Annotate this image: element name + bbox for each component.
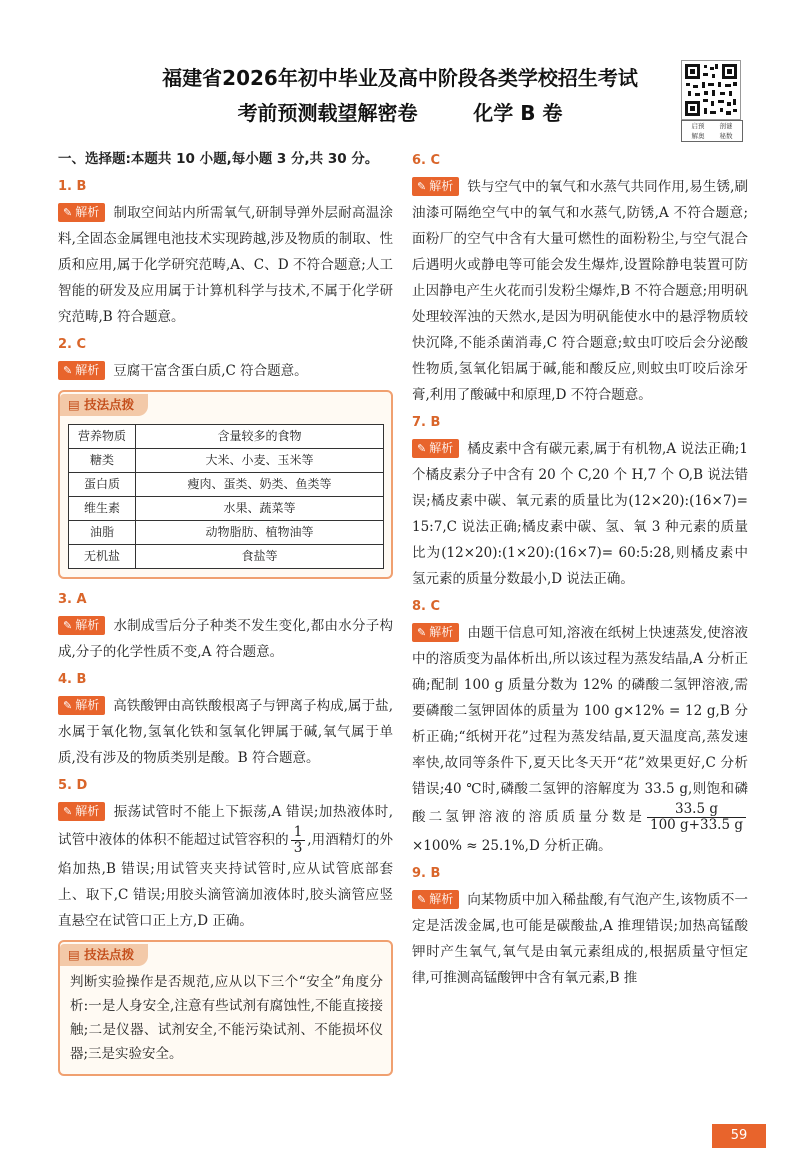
- answer-number: 3. A: [58, 592, 87, 607]
- table-cell: 大米、小麦、玉米等: [136, 449, 384, 473]
- pen-icon: ✎: [417, 442, 427, 455]
- nutrition-table: [68, 424, 384, 569]
- explanation: ✎ 解析 铁与空气中的氧气和水蒸气共同作用,易生锈,刷油漆可隔绝空气中的氧气和水蒸气,防锈,A 不符合题意;面粉厂的空气中含有大量可燃性的面粉粉尘,与空气混合后遇明火或静电等可能会发生爆炸,设置除静电装置可防止因静电产生火花而引发粉尘爆炸,B 不符合题意;用明矾处理较浑浊的天然水,是因为明矾能使水中的悬浮物质较快沉降,不能杀菌消毒,C 符合题意;蚊虫叮咬后会分泌酸性物质,氢氧化铝属于碱,能和酸反应,则蚊虫叮咬后涂牙膏,利用了酸碱中和原理,D 不符合题意。: [412, 179, 748, 403]
- qr-caption: 启预 剖谜 解奥 秘数: [681, 120, 743, 142]
- pen-icon: ✎: [63, 619, 73, 632]
- answer-number: 4. B: [58, 672, 87, 687]
- table-row: [69, 521, 384, 545]
- table-header-row: [69, 425, 384, 449]
- document-icon: ▤: [68, 397, 85, 412]
- table-row: [69, 497, 384, 521]
- table-cell: 维生素: [69, 497, 136, 521]
- section-heading: 一、选择题:本题共 10 小题,每小题 3 分,共 30 分。: [58, 151, 379, 167]
- analysis-tag: ✎ 解析: [58, 616, 105, 635]
- table-cell: 无机盐: [69, 545, 136, 569]
- explanation: ✎ 解析 橘皮素中含有碳元素,属于有机物,A 说法正确;1个橘皮素分子中含有 20 个 C,20 个 H,7 个 O,B 说法错误;橘皮素中碳、氧元素的质量比为(12×20):(16×7)= 15:7,C 说法正确;橘皮素中碳、氢、氧 3 种元素的质量比为(12×20):(1×20):(16×7)= 60:5:28,则橘皮素中氢元素的质量分数最小,D 说法正确。: [412, 441, 748, 587]
- table-cell: 食盐等: [136, 545, 384, 569]
- explanation: ✎ 解析 豆腐干富含蛋白质,C 符合题意。: [58, 358, 393, 384]
- answer-number: 7. B: [412, 415, 441, 430]
- table-header-cell: 含量较多的食物: [136, 425, 384, 449]
- table-row: [69, 545, 384, 569]
- table-cell: 蛋白质: [69, 473, 136, 497]
- table-cell: 油脂: [69, 521, 136, 545]
- answer-number: 8. C: [412, 599, 441, 614]
- answer-number: 2. C: [58, 337, 87, 352]
- answer-number: 5. D: [58, 778, 88, 793]
- table-row: [69, 473, 384, 497]
- explanation: ✎ 解析 向某物质中加入稀盐酸,有气泡产生,该物质不一定是活泼金属,也可能是碳酸盐,A 推理错误;加热高锰酸钾时产生氧气,氧气是由氧元素组成的,根据质量守恒定律,可推测高锰酸钾中含有氧元素,B 推: [412, 892, 748, 986]
- table-cell: 糖类: [69, 449, 136, 473]
- analysis-tag: ✎ 解析: [412, 890, 459, 909]
- answer-number: 9. B: [412, 866, 441, 881]
- tip-text: 判断实验操作是否规范,应从以下三个“安全”角度分析:一是人身安全,注意有些试剂有腐蚀性,不能直接接触;二是仪器、试剂安全,不能污染试剂、不能损坏仪器;三是实验安全。: [70, 974, 383, 1062]
- analysis-tag: ✎ 解析: [58, 361, 105, 380]
- table-cell: 水果、蔬菜等: [136, 497, 384, 521]
- explanation: ✎ 解析 制取空间站内所需氧气,研制导弹外层耐高温涂料,全固态金属锂电池技术实现跨越,涉及物质的制取、性质和应用,属于化学研究范畴,A、C、D 不符合题意;人工智能的研发及应用属于计算机科学与技术,不属于化学研究范畴,B 符合题意。: [58, 205, 393, 325]
- qr-code-icon: [681, 60, 741, 120]
- fraction: $\frac{33.5 g}{100 g+33.5 g}$: [647, 802, 746, 833]
- analysis-tag: ✎ 解析: [58, 696, 105, 715]
- explanation: ✎ 解析 由题干信息可知,溶液在纸树上快速蒸发,使溶液中的溶质变为晶体析出,所以该过程为蒸发结晶,A 分析正确;配制 100 g 质量分数为 12% 的磷酸二氢钾溶液,需要磷酸二氢钾固体的质量为 100 g×12% = 12 g,B 分析正确;“纸树开花”过程为蒸发结晶,夏天温度高,蒸发速率快,故同等条件下,夏天比冬天开“花”效果更好,C 分析错误;40 ℃时,磷酸二氢钾的溶解度为 33.5 g,则饱和磷酸二氢钾溶液的溶质质量分数是 $\frac{33.5 g}{100 g+33.5 g}$ ×100% ≈ 25.1%,D 分析正确。: [412, 625, 748, 854]
- pen-icon: ✎: [417, 893, 427, 906]
- pen-icon: ✎: [63, 206, 73, 219]
- pen-icon: ✎: [63, 805, 73, 818]
- tip-header: ▤ 技法点拨: [60, 394, 148, 416]
- table-cell: 动物脂肪、植物油等: [136, 521, 384, 545]
- document-icon: ▤: [68, 947, 85, 962]
- analysis-tag: ✎ 解析: [58, 802, 105, 821]
- answer-number: 1. B: [58, 179, 87, 194]
- explanation: ✎ 解析 高铁酸钾由高铁酸根离子与钾离子构成,属于盐,水属于氧化物,氢氧化铁和氢氧化钾属于碱,氧气属于单质,没有涉及的物质类别是酸。B 符合题意。: [58, 698, 393, 766]
- pen-icon: ✎: [63, 364, 73, 377]
- exam-title: 福建省2026年初中毕业及高中阶段各类学校招生考试: [162, 66, 638, 90]
- exam-subtitle: 考前预测载望解密卷 化学 B 卷: [237, 101, 563, 125]
- fraction: $\frac{1}{3}$: [291, 825, 306, 856]
- analysis-tag: ✎ 解析: [58, 203, 105, 222]
- pen-icon: ✎: [417, 626, 427, 639]
- answer-number: 6. C: [412, 153, 441, 168]
- table-row: [69, 449, 384, 473]
- explanation: ✎ 解析 振荡试管时不能上下振荡,A 错误;加热液体时,试管中液体的体积不能超过试管容积的 $\frac{1}{3}$ ,用酒精灯的外焰加热,B 错误;用试管夹夹持试管时,应从试管底部套上、取下,C 错误;用胶头滴管滴加液体时,胶头滴管应竖直悬空在试管口正上方,D 正确。: [58, 804, 394, 929]
- tip-box: [58, 940, 393, 1076]
- table-header-cell: 营养物质: [69, 425, 136, 449]
- tip-box: [58, 390, 393, 579]
- explanation: ✎ 解析 水制成雪后分子种类不发生变化,都由水分子构成,分子的化学性质不变,A 符合题意。: [58, 618, 393, 660]
- left-column: [58, 146, 393, 1084]
- right-column: [412, 146, 748, 991]
- pen-icon: ✎: [417, 180, 427, 193]
- table-cell: 瘦肉、蛋类、奶类、鱼类等: [136, 473, 384, 497]
- analysis-tag: ✎ 解析: [412, 623, 459, 642]
- analysis-tag: ✎ 解析: [412, 177, 459, 196]
- tip-header: ▤ 技法点拨: [60, 944, 148, 966]
- pen-icon: ✎: [63, 699, 73, 712]
- analysis-tag: ✎ 解析: [412, 439, 459, 458]
- page-number: 59: [712, 1124, 766, 1148]
